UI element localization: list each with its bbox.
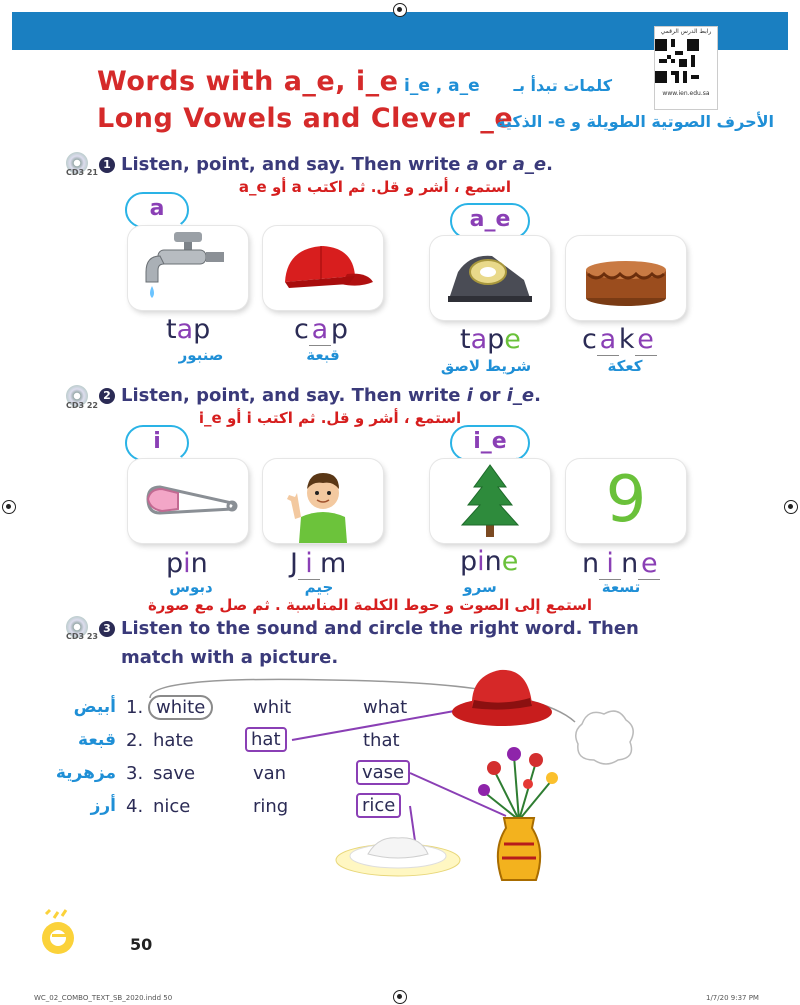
word-pine: pine — [460, 546, 519, 577]
exercise3-instruction-line1: Listen to the sound and circle the right word. Then — [121, 618, 639, 639]
title-line2-arabic: الأحرف الصوتية الطويلة و e- الذكية — [496, 112, 774, 131]
speech-bubble-short-vowel: a — [125, 192, 189, 228]
word-cake[interactable]: c a ke — [582, 324, 657, 356]
word-option-save[interactable]: save — [153, 763, 196, 784]
word-option-hat[interactable]: hat — [245, 727, 287, 752]
exercise1-instruction: Listen, point, and say. Then write a or a_e. — [121, 154, 553, 175]
row-arabic: مزهرية — [55, 763, 116, 783]
title-line2: Long Vowels and Clever _e — [97, 103, 514, 134]
exercise2-instruction: Listen, point, and say. Then write i or i_e. — [121, 385, 541, 406]
exercise-number: 1 — [99, 157, 115, 173]
row-arabic: أبيض — [73, 697, 116, 717]
word-option-white[interactable]: white — [148, 695, 213, 720]
word-option-vase[interactable]: vase — [356, 760, 410, 785]
exercise3-instruction-arabic: استمع إلى الصوت و حوط الكلمة المناسبة . ثم صل مع صورة — [147, 596, 593, 614]
arabic-cap: قبعة — [306, 346, 340, 364]
cd-track-label: CD3 23 — [66, 632, 98, 641]
word-option-van[interactable]: van — [253, 763, 287, 784]
word-jim[interactable]: J i m — [290, 548, 347, 579]
rice-picture-icon[interactable] — [334, 826, 462, 878]
footer-date: 1/7/20 9:37 PM — [706, 994, 759, 1002]
speech-bubble-long-vowel: i_e — [450, 425, 530, 461]
cd-track-label: CD3 22 — [66, 401, 98, 410]
page-number: 50 — [130, 935, 153, 954]
arabic-pin: دبوس — [169, 578, 213, 596]
exercise-number: 2 — [99, 388, 115, 404]
white-splash-icon[interactable] — [572, 706, 638, 768]
word-tape: tape — [460, 324, 521, 355]
exercise1-instruction-arabic: استمع ، أشر و قل. ثم اكتب a أو a_e — [238, 178, 512, 196]
row-number: 3. — [126, 763, 144, 784]
number-nine-icon: 9 — [605, 463, 647, 537]
word-tap: tap — [166, 314, 211, 345]
vase-picture-icon[interactable] — [474, 740, 564, 892]
series-logo-icon — [40, 908, 76, 960]
cd-track-label: CD3 21 — [66, 168, 98, 177]
row-number: 4. — [126, 796, 144, 817]
row-number: 1. — [126, 697, 144, 718]
word-option-hate[interactable]: hate — [153, 730, 194, 751]
arabic-pine: سرو — [463, 578, 497, 596]
word-option-rice[interactable]: rice — [356, 793, 401, 818]
title-line1-tag: i_e , a_e — [404, 76, 480, 96]
title-line1: Words with a_e, i_e — [97, 66, 399, 97]
arabic-jim: جيم — [304, 578, 334, 596]
word-nine[interactable]: n i ne — [582, 548, 660, 580]
row-arabic: قبعة — [78, 730, 116, 750]
arabic-tape: شريط لاصق — [440, 357, 532, 375]
row-arabic: أرز — [90, 796, 116, 816]
arabic-nine: تسعة — [601, 578, 641, 596]
word-option-whit[interactable]: whit — [253, 697, 292, 718]
speech-bubble-short-vowel: i — [125, 425, 189, 461]
word-option-nice[interactable]: nice — [153, 796, 191, 817]
word-option-that[interactable]: that — [363, 730, 400, 751]
exercise3-instruction-line2: match with a picture. — [121, 647, 339, 668]
title-line1-arabic: كلمات تبدأ بـ — [513, 76, 612, 95]
hat-picture-icon[interactable] — [450, 660, 560, 730]
exercise-number: 3 — [99, 621, 115, 637]
word-cap[interactable]: c a p — [294, 314, 348, 345]
word-pin: pin — [166, 548, 208, 579]
qr-url: www.ien.edu.sa — [662, 90, 710, 97]
word-option-ring[interactable]: ring — [253, 796, 289, 817]
exercise2-instruction-arabic: استمع ، أشر و قل. ثم اكتب i أو i_e — [198, 409, 462, 427]
arabic-tap: صنبور — [178, 346, 224, 364]
arabic-cake: كعكة — [607, 357, 643, 375]
speech-bubble-long-vowel: a_e — [450, 203, 530, 239]
footer-file: WC_02_COMBO_TEXT_SB_2020.indd 50 — [34, 994, 173, 1002]
word-option-what[interactable]: what — [363, 697, 408, 718]
row-number: 2. — [126, 730, 144, 751]
qr-title: رابط الدرس الرقمي — [660, 28, 712, 35]
